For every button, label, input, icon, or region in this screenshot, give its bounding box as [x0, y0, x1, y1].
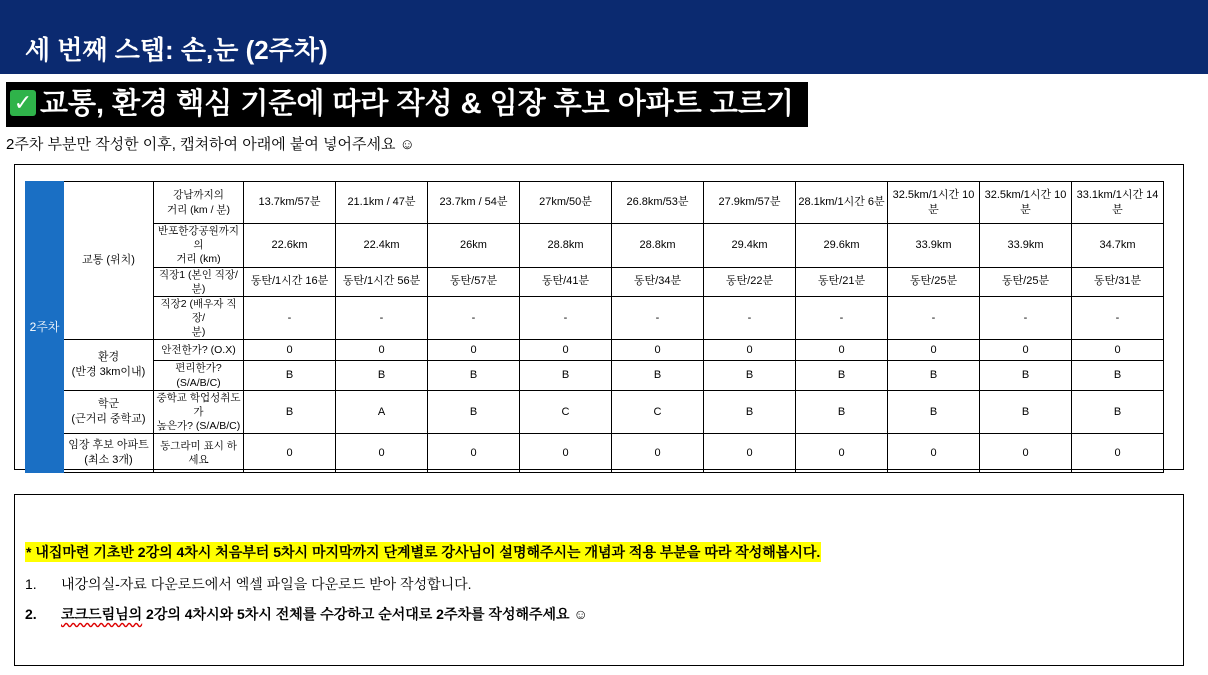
table-cell: 22.6km: [244, 224, 336, 268]
table-cell: 27km/50분: [520, 182, 612, 224]
table-cell: B: [520, 361, 612, 390]
table-cell: 13.7km/57분: [244, 182, 336, 224]
table-cell: B: [1072, 361, 1164, 390]
table-cell: 28.8km: [612, 224, 704, 268]
table-cell: B: [612, 361, 704, 390]
section-heading: [6, 82, 808, 127]
section-heading-text: 교통, 환경 핵심 기준에 따라 작성 & 임장 후보 아파트 고르기: [40, 88, 794, 120]
table-cell: 0: [428, 340, 520, 361]
list-item: [25, 604, 588, 624]
cell-text: 환경: [97, 351, 120, 364]
instruction-text: 2주차 부분만 작성한 이후, 캡쳐하여 아래에 붙여 넣어주세요 ☺: [6, 136, 415, 153]
list-number: 2.: [25, 606, 37, 622]
table-cell: 33.1km/1시간 14분: [1072, 182, 1164, 224]
table-cell: B: [704, 361, 796, 390]
table-cell: B: [704, 390, 796, 434]
table-cell: B: [888, 361, 980, 390]
category-label: [64, 390, 154, 434]
check-icon: ✓: [10, 90, 36, 116]
category-label: [64, 340, 154, 390]
cell-text: 임장 후보 아파트: [68, 439, 149, 452]
table-cell: 동탄/34분: [612, 267, 704, 296]
criterion-label: [154, 267, 244, 296]
table-row: [26, 361, 1164, 390]
cell-text: 반포한강공원까지의: [157, 225, 240, 252]
table-cell: B: [336, 361, 428, 390]
criterion-label: [154, 340, 244, 361]
table-cell: 0: [704, 340, 796, 361]
table-cell: -: [796, 296, 888, 340]
table-cell: B: [428, 390, 520, 434]
criterion-label: [154, 182, 244, 224]
table-cell: -: [336, 296, 428, 340]
highlight-note: * 내집마련 기초반 2강의 4차시 처음부터 5차시 마지막까지 단계별로 강사님이 설명해주시는 개념과 적용 부분을 따라 작성해봅시다.: [26, 544, 821, 560]
table-cell: 23.7km / 54분: [428, 182, 520, 224]
table-cell: 0: [336, 434, 428, 473]
table-row: [26, 340, 1164, 361]
list-item: [25, 574, 472, 594]
table-cell: 28.1km/1시간 6분: [796, 182, 888, 224]
header-bar: [0, 0, 1208, 74]
cell-text: (반경 3km이내): [71, 366, 146, 379]
table-cell: -: [520, 296, 612, 340]
table-cell: B: [980, 361, 1072, 390]
table-row: [26, 296, 1164, 340]
table-cell: 0: [244, 340, 336, 361]
cell-text: 동그라미 표시 하세요: [160, 440, 237, 467]
table-cell: 동탄/22분: [704, 267, 796, 296]
table-cell: 0: [888, 340, 980, 361]
table-cell: 동탄/21분: [796, 267, 888, 296]
table-cell: 27.9km/57분: [704, 182, 796, 224]
table-cell: 29.4km: [704, 224, 796, 268]
cell-text: 학군: [97, 398, 120, 411]
slide-title: 세 번째 스텝: 손,눈 (2주차): [25, 35, 328, 65]
table-cell: 0: [612, 434, 704, 473]
table-cell: 0: [1072, 340, 1164, 361]
table-cell: 동탄/25분: [980, 267, 1072, 296]
table-cell: 28.8km: [520, 224, 612, 268]
cell-text: 거리 (km / 분): [166, 203, 231, 216]
cell-text: 편리한가? (S/A/B/C): [175, 362, 222, 389]
table-cell: 33.9km: [980, 224, 1072, 268]
table-cell: 0: [704, 434, 796, 473]
list-text: 2강의 4차시와 5차시 전체를 수강하고 순서대로 2주차를 작성해주세요 ☺: [142, 606, 588, 622]
table-cell: 0: [796, 434, 888, 473]
table-cell: 21.1km / 47분: [336, 182, 428, 224]
table-cell: 34.7km: [1072, 224, 1164, 268]
cell-text: 직장1 (본인 직장/ 분): [159, 268, 238, 295]
table-cell: 0: [888, 434, 980, 473]
table-cell: 0: [796, 340, 888, 361]
criterion-label: [154, 361, 244, 390]
table-cell: B: [244, 390, 336, 434]
list-text: 내강의실-자료 다운로드에서 엑셀 파일을 다운로드 받아 작성합니다.: [61, 576, 472, 592]
table-cell: 0: [520, 434, 612, 473]
table-cell: 26.8km/53분: [612, 182, 704, 224]
table-cell: 0: [612, 340, 704, 361]
criterion-label: [154, 224, 244, 268]
cell-text: (근거리 중학교): [71, 412, 146, 425]
table-cell: -: [888, 296, 980, 340]
table-cell: 32.5km/1시간 10분: [980, 182, 1072, 224]
criterion-label: [154, 390, 244, 434]
table-cell: -: [428, 296, 520, 340]
table-cell: 0: [520, 340, 612, 361]
table-cell: 33.9km: [888, 224, 980, 268]
table-cell: 동탄/1시간 16분: [244, 267, 336, 296]
table-cell: -: [612, 296, 704, 340]
cell-text: 중학교 학업성취도가: [156, 391, 241, 418]
criteria-table: [25, 181, 1164, 473]
table-capture-box: [14, 164, 1184, 470]
table-cell: 동탄/41분: [520, 267, 612, 296]
cell-text: 직장2 (배우자 직장/: [160, 297, 237, 325]
table-cell: 동탄/25분: [888, 267, 980, 296]
table-cell: B: [796, 390, 888, 434]
list-number: 1.: [25, 576, 37, 592]
cell-text: 높은가? (S/A/B/C): [156, 420, 241, 433]
table-cell: B: [796, 361, 888, 390]
table-cell: B: [428, 361, 520, 390]
cell-text: 거리 (km): [176, 253, 221, 266]
table-cell: -: [1072, 296, 1164, 340]
table-cell: 0: [980, 434, 1072, 473]
table-cell: C: [520, 390, 612, 434]
category-label: 교통 (위치): [64, 182, 154, 340]
notes-box: [14, 494, 1184, 666]
cell-text: 안전한가? (O.X): [161, 344, 236, 357]
table-cell: B: [980, 390, 1072, 434]
table-cell: 0: [428, 434, 520, 473]
table-cell: B: [1072, 390, 1164, 434]
cell-text: 강남까지의: [173, 189, 224, 202]
table-row: [26, 267, 1164, 296]
table-row: [26, 390, 1164, 434]
table-cell: -: [980, 296, 1072, 340]
table-cell: 0: [980, 340, 1072, 361]
table-cell: 0: [1072, 434, 1164, 473]
week-label: 2주차: [26, 182, 64, 473]
category-label: [64, 434, 154, 473]
table-cell: -: [704, 296, 796, 340]
criterion-label: [154, 296, 244, 340]
instructor-name: 코크드림님의: [61, 606, 143, 622]
table-cell: 동탄/31분: [1072, 267, 1164, 296]
table-cell: 동탄/1시간 56분: [336, 267, 428, 296]
table-cell: B: [888, 390, 980, 434]
table-cell: -: [244, 296, 336, 340]
criterion-label: [154, 434, 244, 473]
table-cell: 0: [244, 434, 336, 473]
table-cell: C: [612, 390, 704, 434]
table-cell: 26km: [428, 224, 520, 268]
cell-text: (최소 3개): [84, 454, 133, 467]
table-cell: 29.6km: [796, 224, 888, 268]
table-cell: B: [244, 361, 336, 390]
table-row: [26, 434, 1164, 473]
cell-text: 분): [191, 326, 206, 339]
table-cell: 22.4km: [336, 224, 428, 268]
table-cell: 0: [336, 340, 428, 361]
table-cell: 동탄/57분: [428, 267, 520, 296]
table-row: [26, 182, 1164, 224]
table-cell: 32.5km/1시간 10분: [888, 182, 980, 224]
table-cell: A: [336, 390, 428, 434]
table-row: [26, 224, 1164, 268]
